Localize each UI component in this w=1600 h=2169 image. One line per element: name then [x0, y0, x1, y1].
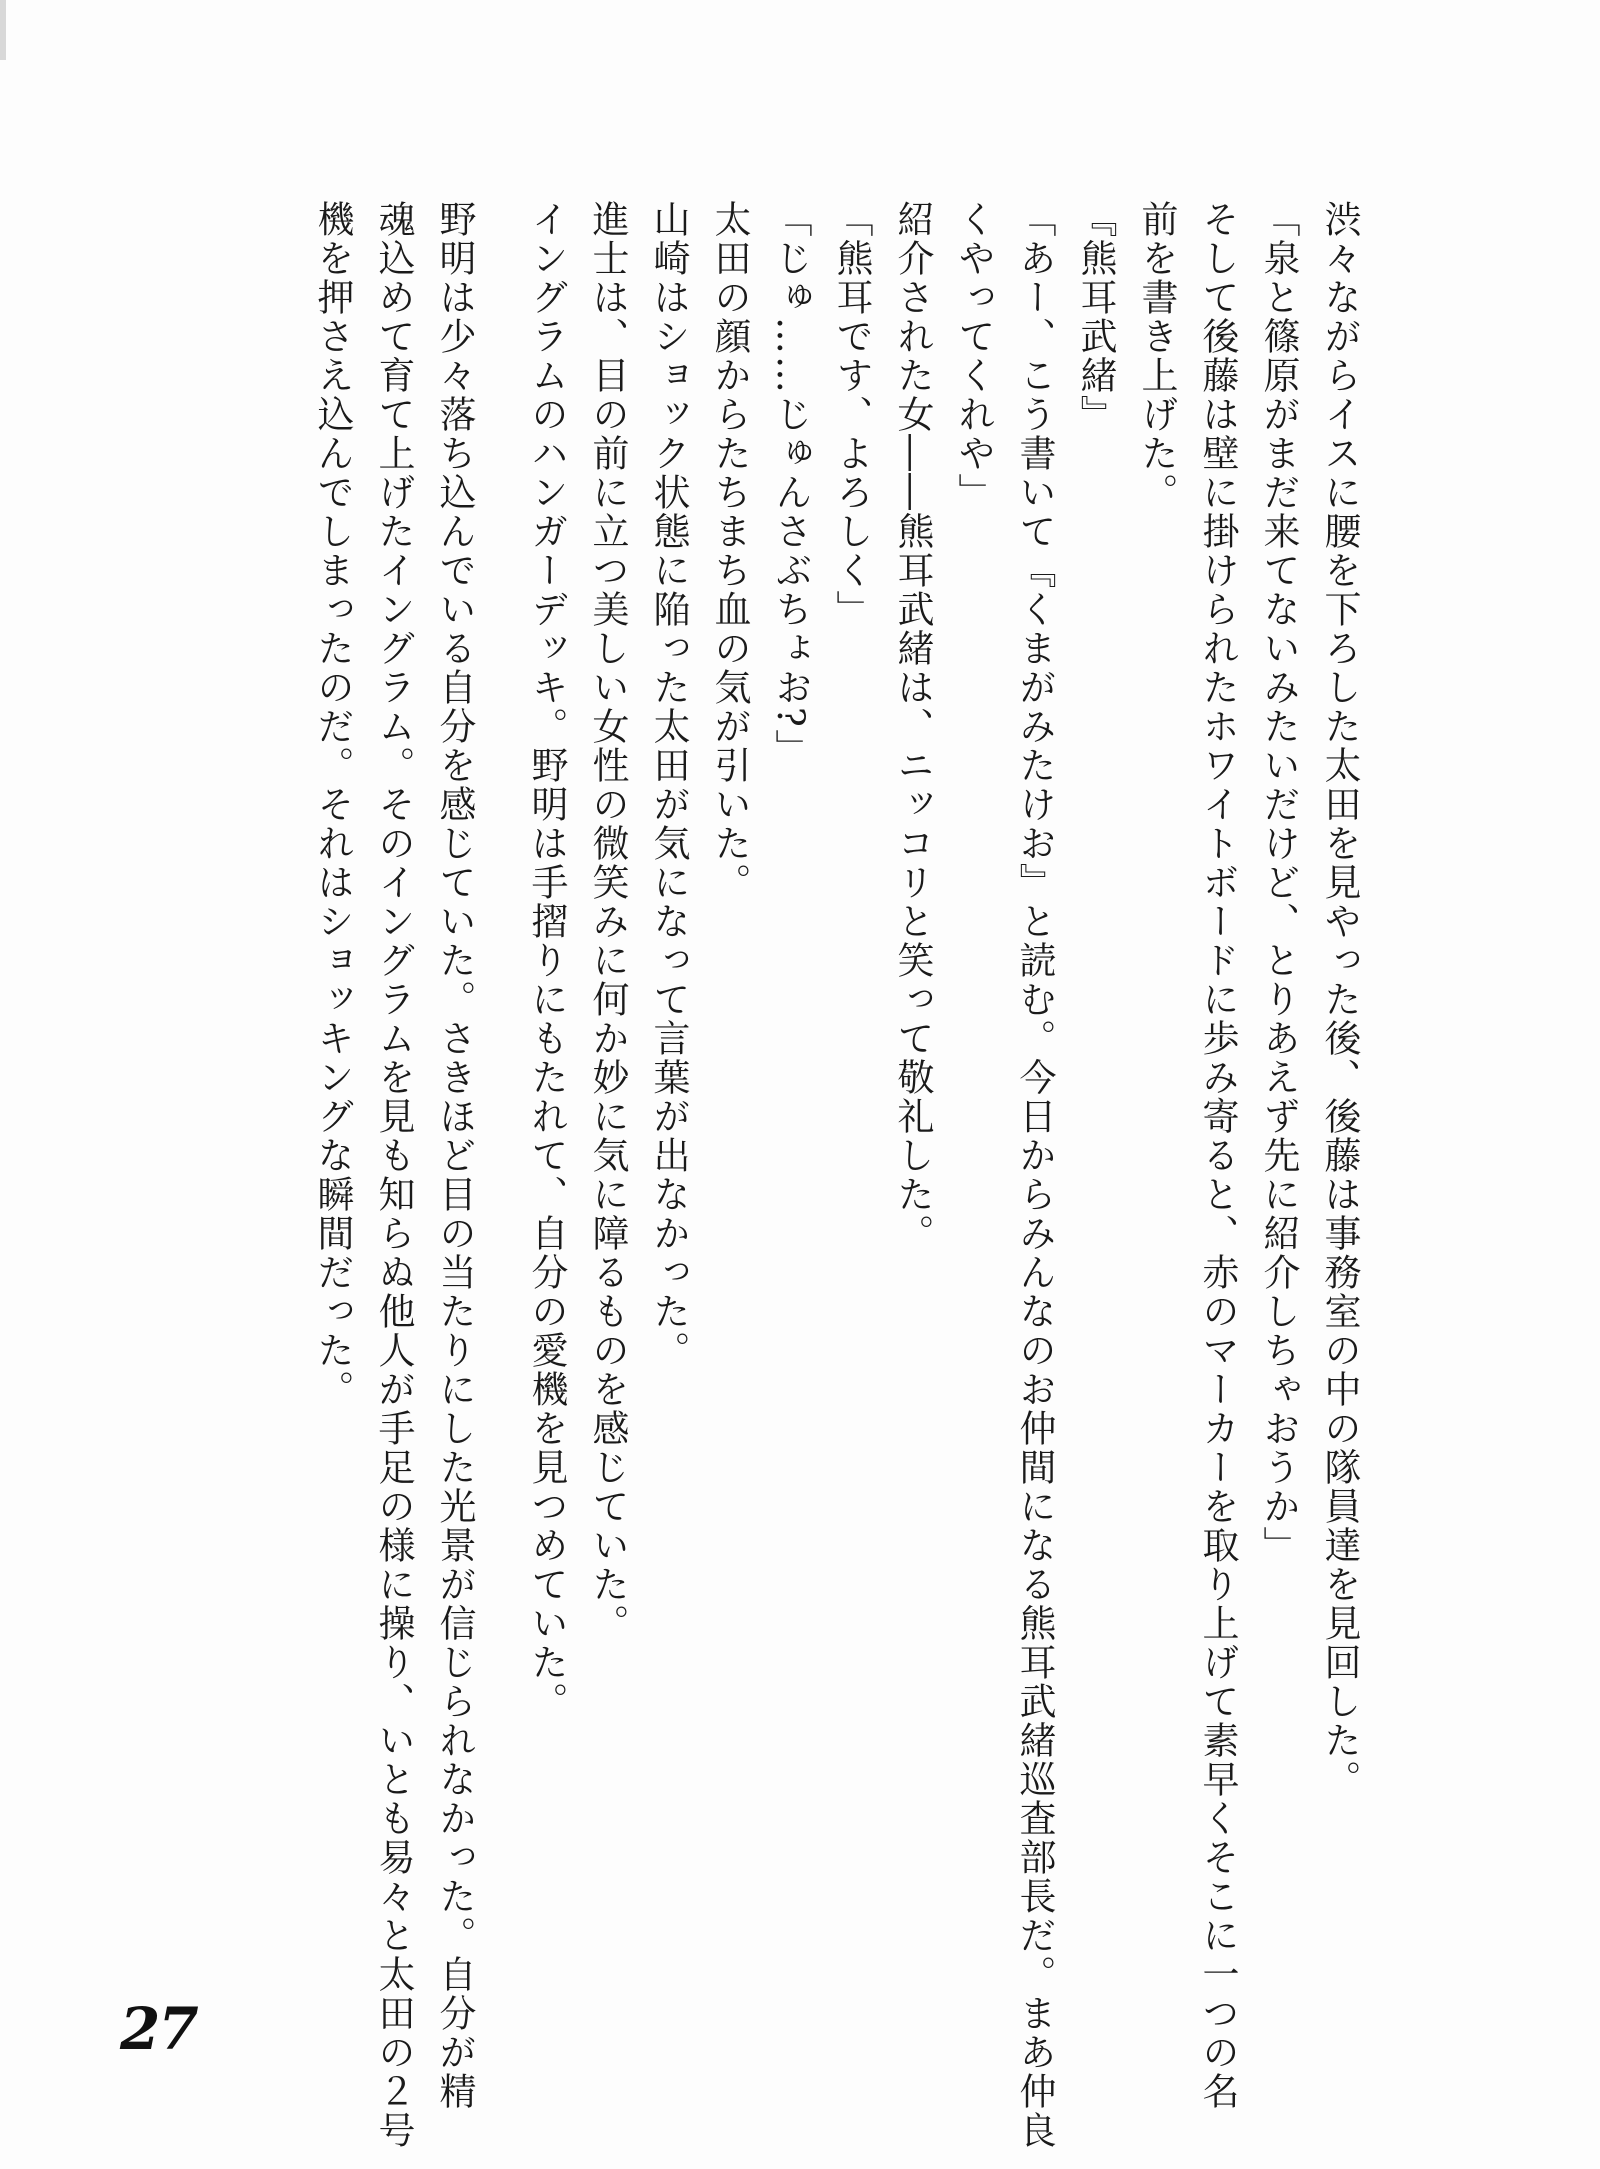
text-line: 「あー、こう書いて『くまがみたけお』と読む。今日からみんなのお仲間になる熊耳武緒巡査部長だ。まあ仲良: [1013, 200, 1056, 2150]
text-line: 山崎はショック状態に陥った太田が気になって言葉が出なかった。: [647, 200, 690, 1370]
text-line: 進士は、目の前に立つ美しい女性の微笑みに何か妙に気に障るものを感じていた。: [586, 200, 629, 1643]
text-line: 前を書き上げた。: [1135, 200, 1178, 512]
text-line: くやってくれや」: [952, 200, 995, 512]
text-line: そして後藤は壁に掛けられたホワイトボードに歩み寄ると、赤のマーカーを取り上げて素早くそこに一つの名: [1196, 200, 1239, 2111]
text-line: 魂込めて育て上げたイングラム。そのイングラムを見も知らぬ他人が手足の様に操り、いとも易々と太田の２号: [372, 200, 415, 2150]
text-line: 「熊耳です、よろしく」: [830, 200, 873, 629]
text-line: 機を押さえ込んでしまったのだ。それはショッキングな瞬間だった。: [311, 200, 354, 1409]
text-line: 野明は少々落ち込んでいる自分を感じていた。さきほど目の当たりにした光景が信じられなかった。自分が精: [433, 200, 476, 2111]
vertical-text-body: [302, 200, 1370, 2150]
text-line: 「泉と篠原がまだ来てないみたいだけど、とりあえず先に紹介しちゃおうか」: [1257, 200, 1300, 1565]
text-line: 太田の顔からたちまち血の気が引いた。: [708, 200, 751, 902]
binding-edge-mark: [0, 0, 6, 60]
text-line: イングラムのハンガーデッキ。野明は手摺りにもたれて、自分の愛機を見つめていた。: [525, 200, 568, 1721]
text-line: 渋々ながらイスに腰を下ろした太田を見やった後、後藤は事務室の中の隊員達を見回した。: [1318, 200, 1361, 1799]
text-line: 紹介された女――熊耳武緒は、ニッコリと笑って敬礼した。: [891, 200, 934, 1253]
text-line: 「じゅ……じゅんさぶちょお?」: [769, 200, 812, 768]
text-line: 『熊耳武緒』: [1074, 200, 1117, 434]
page-number: 27: [120, 1995, 197, 2063]
